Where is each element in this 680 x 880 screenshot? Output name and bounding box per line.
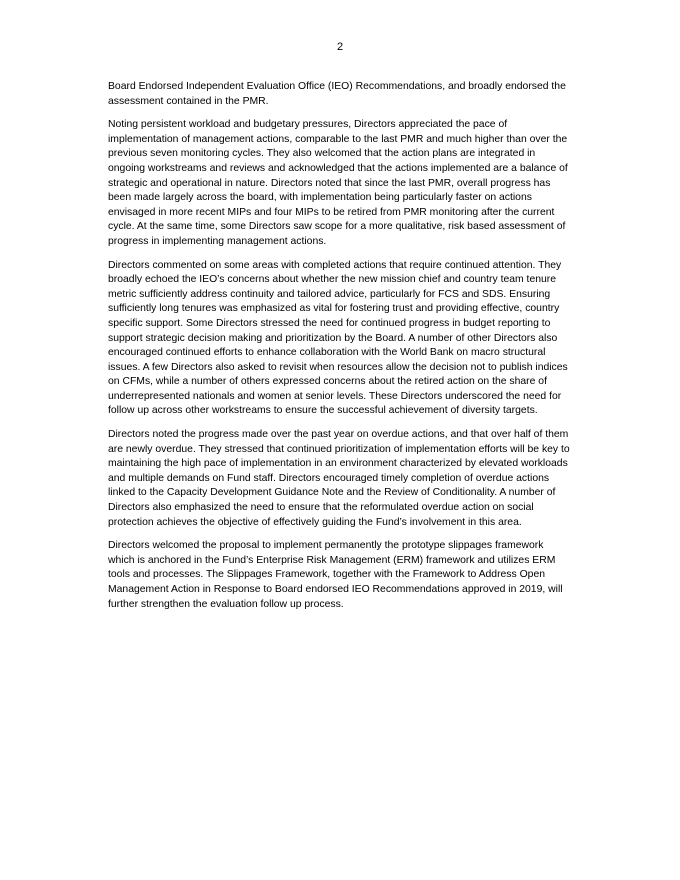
paragraph-overdue-actions: Directors noted the progress made over the past year on overdue actions, and that over half of them are newly overdue. They stressed that continued prioritization of implementation efforts will be key to maintaining the high pace of implementation in an environment characterized by elevated workloads and multiple demands on Fund staff. Directors encouraged timely completion of overdue actions linked to the Capacity Development Guidance Note and the Review of Conditionality. A number of Directors also emphasized the need to ensure that the reformulated overdue action on social protection achieves the objective of effectively guiding the Fund’s involvement in this area. bbox=[108, 429, 570, 528]
document-body bbox=[108, 80, 570, 621]
paragraph-completed-actions: Directors commented on some areas with completed actions that require continued attention. They broadly echoed the IEO’s concerns about whether the new mission chief and country team tenure metric sufficiently address continuity and tailored advice, particularly for FCS and SDS. Ensuring sufficiently long tenures was emphasized as vital for fostering trust and providing effective, country specific support. Some Directors stressed the need for continued progress in budget reporting to support strategic decision making and prioritization by the Board. A number of other Directors also encouraged continued efforts to enhance collaboration with the World Bank on macro structural issues. A few Directors also asked to revisit when resources allow the decision not to publish indices on CFMs, while a number of others expressed concerns about the retired action on the share of underrepresented nationals and women at senior levels. These Directors underscored the need for follow up across other workstreams to ensure the successful achievement of diversity targets. bbox=[108, 259, 568, 417]
paragraph-implementation-pace: Noting persistent workload and budgetary pressures, Directors appreciated the pace of implementation of management actions, comparable to the last PMR and much higher than over the previous seven monitoring cycles. They also welcomed that the action plans are integrated in ongoing workstreams and reviews and acknowledged that the actions implemented are a balance of strategic and operational in nature. Directors noted that since the last PMR, overall progress has been made largely across the board, with implementation being particularly faster on actions envisaged in more recent MIPs and four MIPs to be retired from PMR monitoring after the current cycle. At the same time, some Directors saw scope for a more qualitative, risk based assessment of progress in implementing management actions. bbox=[108, 119, 568, 247]
paragraph-board-endorsed: Board Endorsed Independent Evaluation Office (IEO) Recommendations, and broadly endorsed the assessment contained in the PMR. bbox=[108, 81, 566, 107]
paragraph-slippages-framework: Directors welcomed the proposal to implement permanently the prototype slippages framework which is anchored in the Fund’s Enterprise Risk Management (ERM) framework and utilizes ERM tools and processes. The Slippages Framework, together with the Framework to Address Open Management Action in Response to Board endorsed IEO Recommendations approved in 2019, will further strengthen the evaluation follow up process. bbox=[108, 540, 563, 610]
page-number: 2 bbox=[336, 41, 344, 53]
